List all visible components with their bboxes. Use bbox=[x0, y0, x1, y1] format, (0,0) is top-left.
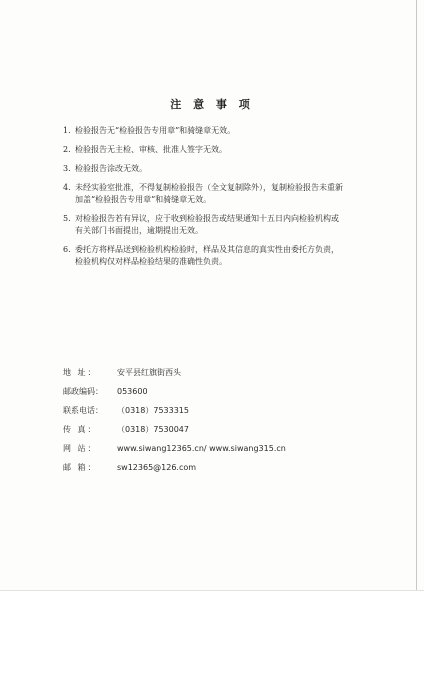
note-line: 检验报告涂改无效。 bbox=[75, 164, 147, 173]
note-text bbox=[75, 244, 363, 268]
contact-address: 安平县红旗街西头 bbox=[117, 368, 181, 377]
contact-label: 传 真： bbox=[63, 425, 98, 434]
note-text bbox=[75, 125, 363, 137]
contact-label: 网 站： bbox=[63, 444, 98, 453]
notes-list bbox=[63, 125, 363, 275]
contact-phone-row bbox=[63, 405, 363, 424]
note-item bbox=[63, 125, 363, 137]
note-line: 委托方将样品送到检验机构检验时，样品及其信息的真实性由委托方负责， bbox=[75, 245, 339, 254]
note-item bbox=[63, 244, 363, 268]
contact-address-row bbox=[63, 367, 363, 386]
contact-website-row bbox=[63, 443, 363, 462]
contact-email-row bbox=[63, 462, 363, 481]
note-line: 对检验报告若有异议，应于收到检验报告或结果通知十五日内向检验机构或 bbox=[75, 214, 339, 223]
note-line: 检验机构仅对样品检验结果的准确性负责。 bbox=[75, 257, 227, 266]
contact-fax: （0318）7530047 bbox=[117, 425, 189, 434]
note-item bbox=[63, 163, 363, 175]
contact-fax-row bbox=[63, 424, 363, 443]
page-title: 注 意 事 项 bbox=[170, 98, 254, 111]
note-line: 加盖“检验报告专用章”和骑缝章无效。 bbox=[75, 195, 212, 204]
note-number: 5. bbox=[63, 214, 71, 223]
note-number: 1. bbox=[63, 126, 71, 135]
note-number: 2. bbox=[63, 145, 71, 154]
contact-postcode: 053600 bbox=[117, 387, 148, 396]
note-number: 3. bbox=[63, 164, 71, 173]
contact-website: www.siwang12365.cn/ www.siwang315.cn bbox=[117, 444, 286, 453]
note-number: 4. bbox=[63, 183, 71, 192]
contact-postcode-row bbox=[63, 386, 363, 405]
page-edge bbox=[416, 0, 417, 590]
note-line: 未经实验室批准，不得复制检验报告（全文复制除外），复制检验报告未重新 bbox=[75, 183, 343, 192]
note-line: 检验报告无主检、审核、批准人签字无效。 bbox=[75, 145, 227, 154]
contact-label: 邮 箱： bbox=[63, 463, 98, 472]
note-text bbox=[75, 144, 363, 156]
contact-email: sw12365@126.com bbox=[117, 463, 197, 472]
note-line: 有关部门书面提出，逾期提出无效。 bbox=[75, 226, 203, 235]
note-item bbox=[63, 182, 363, 206]
note-item bbox=[63, 213, 363, 237]
note-item bbox=[63, 144, 363, 156]
contact-label: 邮政编码： bbox=[63, 387, 103, 396]
contact-block bbox=[63, 367, 363, 481]
note-text bbox=[75, 163, 363, 175]
contact-label: 联系电话： bbox=[63, 406, 103, 415]
note-number: 6. bbox=[63, 245, 71, 254]
contact-label: 地 址： bbox=[63, 368, 98, 377]
note-line: 检验报告无“检验报告专用章”和骑缝章无效。 bbox=[75, 126, 236, 135]
note-text bbox=[75, 182, 363, 206]
note-text bbox=[75, 213, 363, 237]
contact-phone: （0318）7533315 bbox=[117, 406, 189, 415]
